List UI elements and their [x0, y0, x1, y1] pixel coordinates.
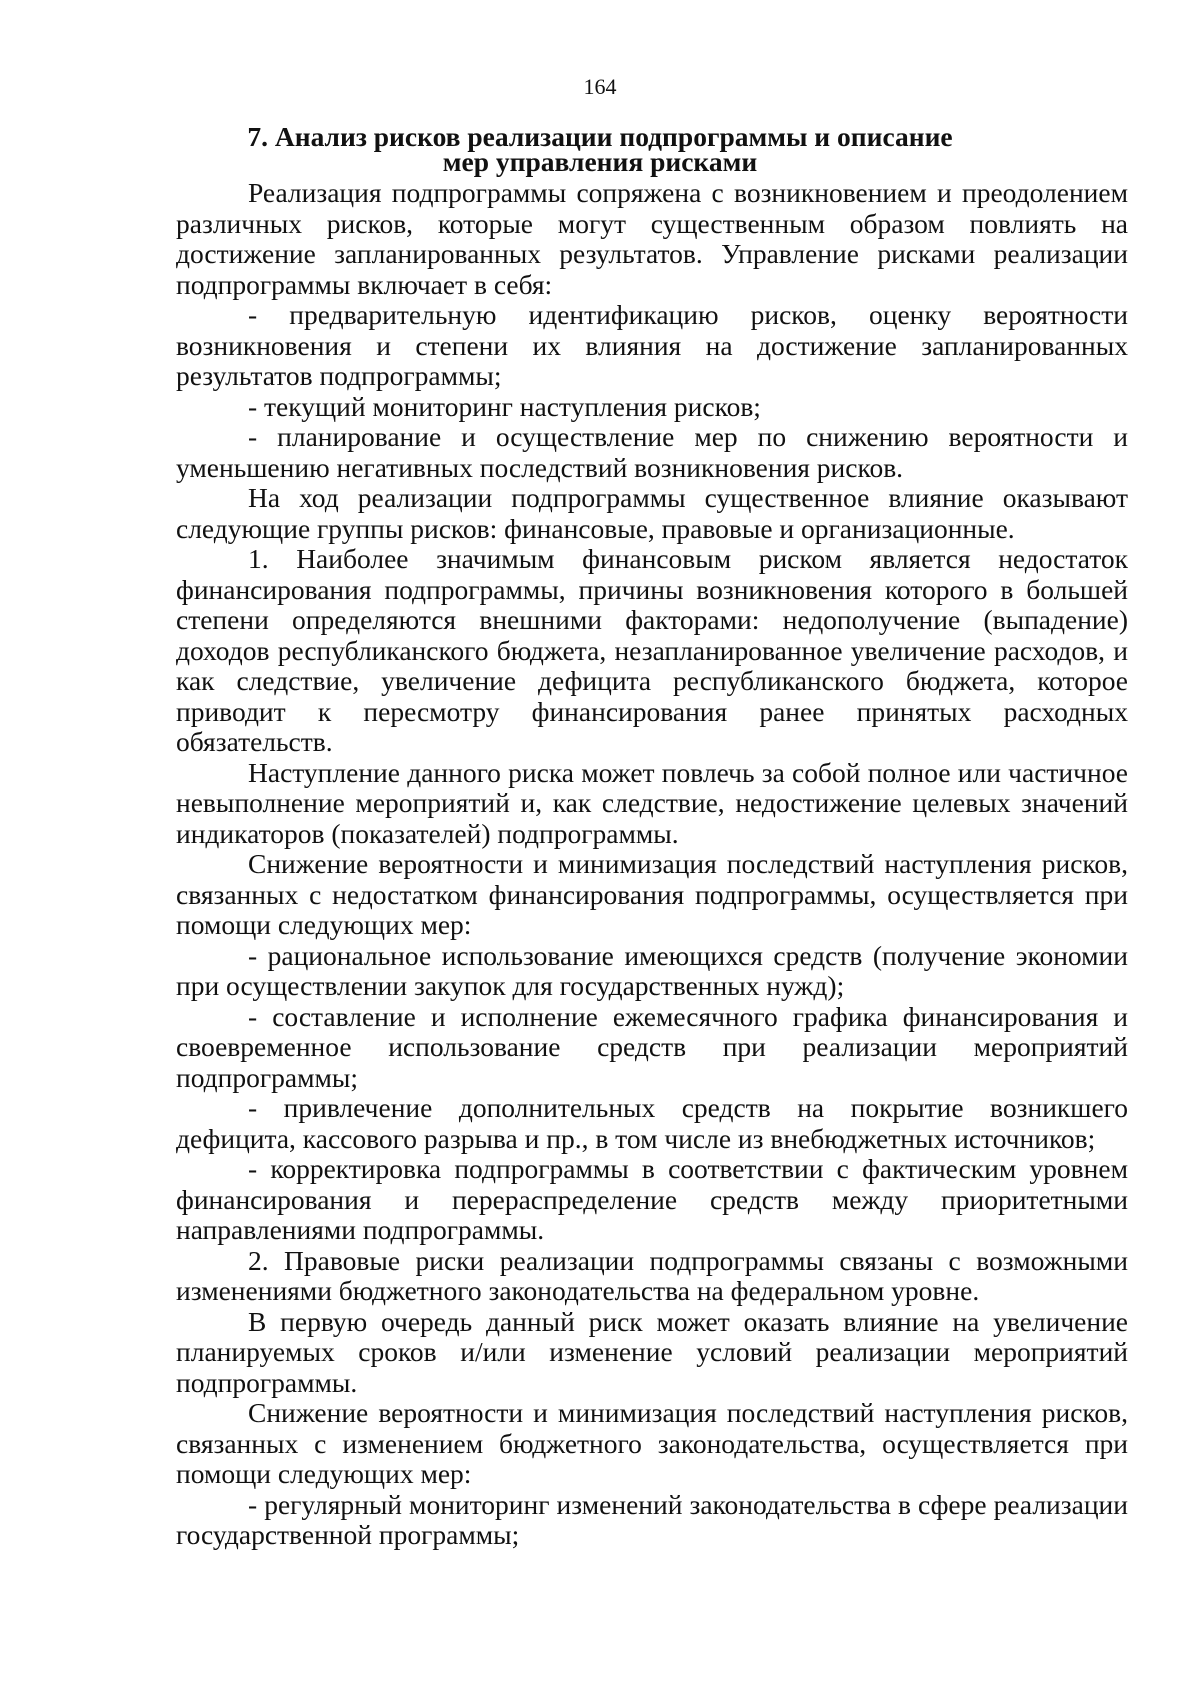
list-item: - регулярный мониторинг изменений законодательства в сфере реализации государственной программы;	[176, 1488, 1128, 1550]
section-heading	[160, 121, 1040, 177]
paragraph: Реализация подпрограммы сопряжена с возникновением и преодолением различных рисков, которые могут существенным образом повлиять на достижение запланированных результатов. Управление рисками реализации подпрограммы включает в себя:	[176, 177, 1128, 300]
paragraph: Наступление данного риска может повлечь за собой полное или частичное невыполнение мероприятий и, как следствие, недостижение целевых значений индикаторов (показателей) подпрограммы.	[176, 756, 1128, 849]
list-item: - планирование и осуществление мер по снижению вероятности и уменьшению негативных последствий возникновения рисков.	[176, 421, 1128, 483]
paragraph: 1. Наиболее значимым финансовым риском является недостаток финансирования подпрограммы, причины возникновения которого в большей степени определяются внешними факторами: недополучение (выпадение) доходов республиканского бюджета, незапланированное увеличение расходов, и как следствие, увеличение дефицита республиканского бюджета, которое приводит к пересмотру финансирования ранее принятых расходных обязательств.	[176, 543, 1128, 757]
list-item: - составление и исполнение ежемесячного графика финансирования и своевременное использование средств при реализации мероприятий подпрограммы;	[176, 1000, 1128, 1093]
paragraph: На ход реализации подпрограммы существенное влияние оказывают следующие группы рисков: финансовые, правовые и организационные.	[176, 482, 1128, 544]
list-item: - корректировка подпрограммы в соответствии с фактическим уровнем финансирования и перераспределение средств между приоритетными направлениями подпрограммы.	[176, 1153, 1128, 1245]
section-heading-line-2: мер управления рисками	[442, 146, 758, 177]
list-item: - текущий мониторинг наступления рисков;	[248, 390, 761, 422]
list-item: - привлечение дополнительных средств на покрытие возникшего дефицита, кассового разрыва и пр., в том числе из внебюджетных источников;	[176, 1092, 1128, 1154]
list-item: - рациональное использование имеющихся средств (получение экономии при осуществлении закупок для государственных нужд);	[176, 939, 1128, 1001]
list-item: - предварительную идентификацию рисков, оценку вероятности возникновения и степени их влияния на достижение запланированных результатов подпрограммы;	[176, 299, 1128, 391]
paragraph: Снижение вероятности и минимизация последствий наступления рисков, связанных с изменением бюджетного законодательства, осуществляется при помощи следующих мер:	[176, 1397, 1128, 1489]
section-heading-line-1: 7. Анализ рисков реализации подпрограммы и описание	[247, 121, 953, 152]
paragraph: 2. Правовые риски реализации подпрограммы связаны с возможными изменениями бюджетного законодательства на федеральном уровне.	[176, 1244, 1128, 1306]
document-body	[176, 178, 1128, 1551]
page-number: 164	[583, 74, 617, 99]
paragraph: В первую очередь данный риск может оказать влияние на увеличение планируемых сроков и/или изменение условий реализации мероприятий подпрограммы.	[176, 1305, 1128, 1398]
paragraph: Снижение вероятности и минимизация последствий наступления рисков, связанных с недостатком финансирования подпрограммы, осуществляется при помощи следующих мер:	[176, 848, 1128, 940]
